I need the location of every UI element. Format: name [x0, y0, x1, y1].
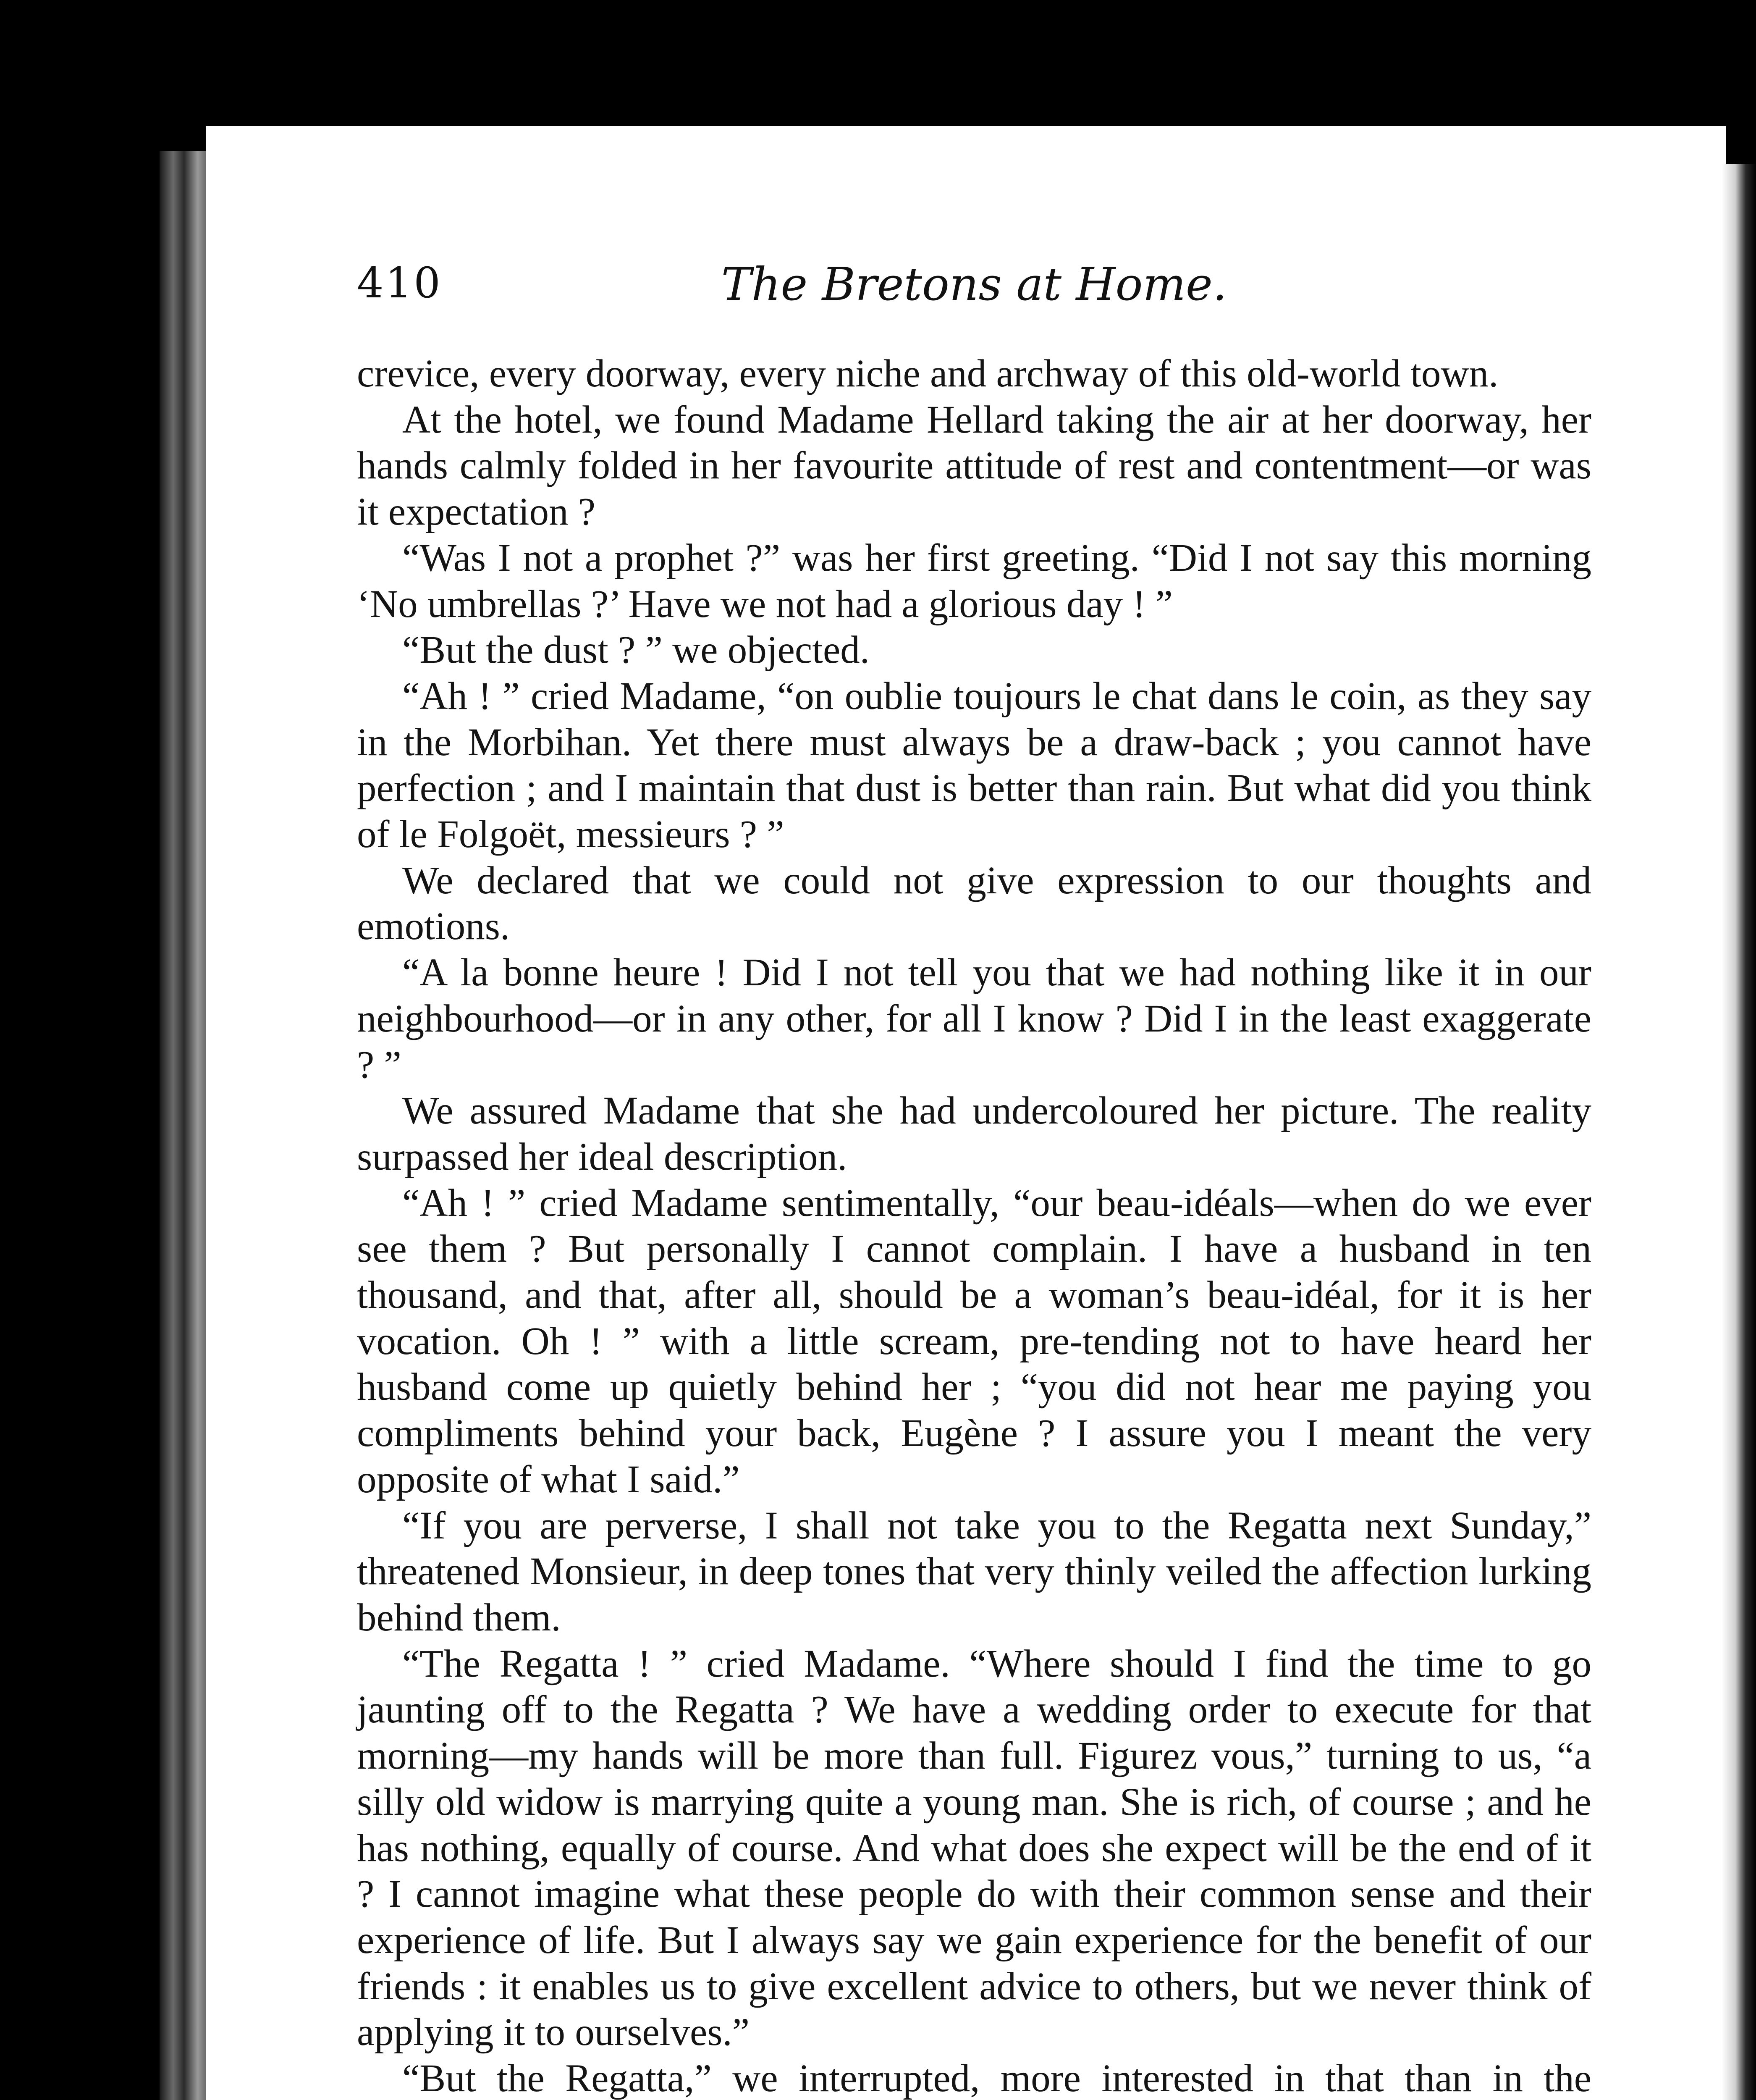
page-number: 410	[357, 258, 442, 307]
page-header	[357, 258, 1591, 317]
paragraph: crevice, every doorway, every niche and archway of this old-world town.	[357, 352, 1499, 395]
book-binding-right	[1722, 164, 1756, 2100]
paragraph: “If you are perverse, I shall not take you to the Regatta next Sunday,” threatened Monsieur, in deep tones that very thinly veiled the affection lurking behind them.	[357, 1504, 1591, 1639]
paragraph: “The Regatta ! ” cried Madame. “Where should I find the time to go jaunting off to the Regatta ? We have a wedding order to execute for that morning—my hands will be more than full. Figurez vous,” turning to us, “a silly old widow is marrying quite a young man. She is rich, of course ; and he has nothing, equally of course. And what does she expect will be the end of it ? I cannot imagine what these people do with their common sense and their experience of life. But I always say we gain experience for the benefit of our friends : it enables us to give excellent advice to others, but we never think of applying it to ourselves.”	[357, 1642, 1591, 2054]
paragraph: At the hotel, we found Madame Hellard taking the air at her doorway, her hands calmly folded in her favourite attitude of rest and contentment—or was it expectation ?	[357, 398, 1591, 534]
paragraph: We declared that we could not give expression to our thoughts and emotions.	[357, 858, 1591, 948]
body-text	[357, 351, 1591, 2100]
paragraph: “Ah ! ” cried Madame, “on oublie toujours le chat dans le coin, as they say in the Morbihan. Yet there must always be a draw-back ; you cannot have perfection ; and I maintain that dust is better than rain. But what did you think of le Folgoët, messieurs ? ”	[357, 674, 1591, 856]
paragraph: We assured Madame that she had undercoloured her picture. The reality surpassed her ideal description.	[357, 1089, 1591, 1179]
paragraph: “A la bonne heure ! Did I not tell you that we had nothing like it in our neighbourhood—or in any other, for all I know ? Did I in the least exaggerate ? ”	[357, 951, 1591, 1087]
paragraph: “Was I not a prophet ?” was her first greeting. “Did I not say this morning ‘No umbrellas ?’ Have we not had a glorious day ! ”	[357, 536, 1591, 626]
paragraph: “Ah ! ” cried Madame sentimentally, “our beau-idéals—when do we ever see them ? But personally I cannot complain. I have a husband in ten thousand, and that, after all, should be a woman’s beau-idéal, for it is her vocation. Oh ! ” with a little scream, pre-tending not to have heard her husband come up quietly behind her ; “you did not hear me paying you compliments behind your back, Eugène ? I assure you I meant the very opposite of what I said.”	[357, 1181, 1591, 1501]
paragraph: “But the Regatta,” we interrupted, more interested in that than in the	[402, 2057, 1591, 2100]
running-title: The Bretons at Home.	[721, 258, 1227, 311]
paragraph: “But the dust ? ” we objected.	[402, 628, 870, 672]
